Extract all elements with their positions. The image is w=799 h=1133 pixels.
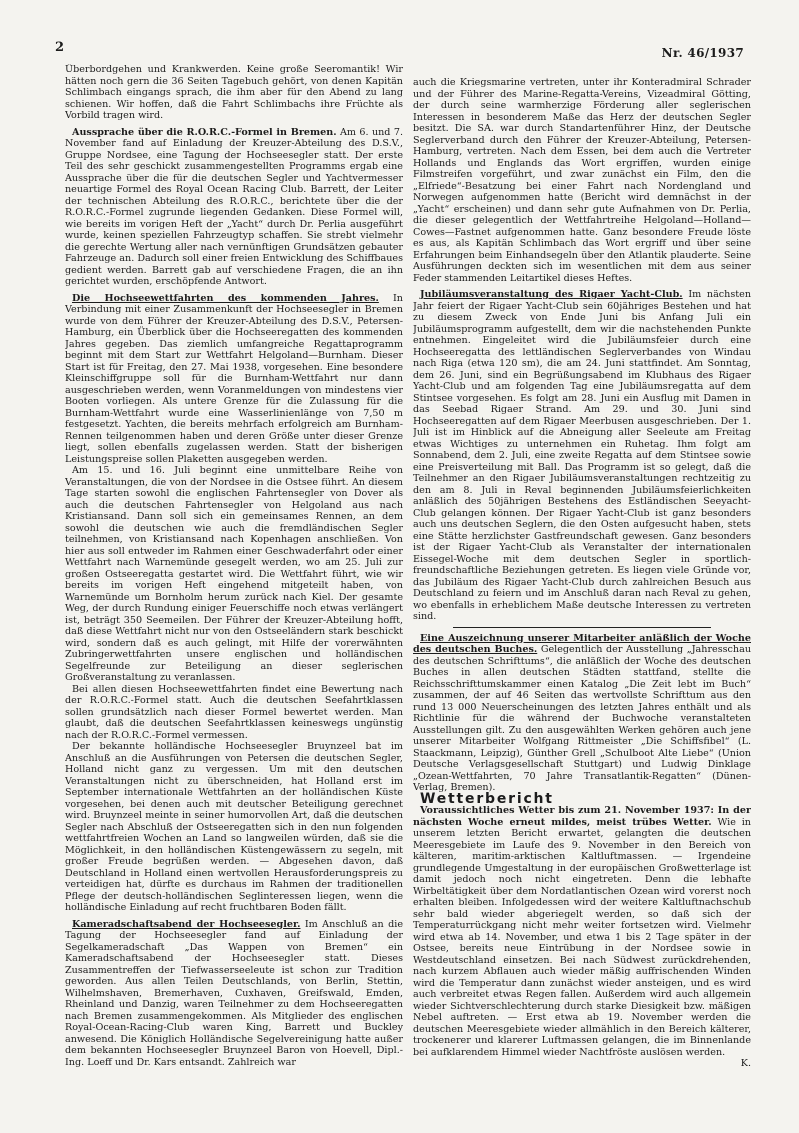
article-book-week-award [413, 633, 751, 794]
article-body: Gelegentlich der Ausstellung „Jahresschau des deutschen Schrifttums“, die anläßlich der Woche des deutschen Buches in allen deutschen Städten stattfand, stellte die Reichsschrifttumskammer einen Katalog „Die Zeit lebt im Buch“ zusammen, der auf 46 Seiten das wertvollste Schrifttum aus den rund 13 000 Neuerscheinungen des letzten Jahres enthält und als Richtlinie für die während der Buchwoche veranstalteten Ausstellungen gilt. Zu den ausgewählten Werken gehören auch jene unserer Mitarbeiter Wolfgang Rittmeister „Die Schiffsfibel“ (L. Staackmann, Leipzig), Günther Grell „Schulboot Alte Liebe“ (Union Deutsche Verlagsgesellschaft Stuttgart) und Ludwig Dinklage „Ozean-Wettfahrten, 70 Jahre Transatlantik-Regatten“ (Dünen-Verlag, Bremen). [413, 644, 751, 793]
paragraph: Am 15. und 16. Juli beginnt eine unmittelbare Reihe von Veranstaltungen, die von der Nordsee in die Ostsee führt. An diesem Tage starten sowohl die englischen Fahrtensegler von Dover als auch die deutschen Fahrtensegler von Helgoland aus nach Kristiansand. Dann soll sich ein gemeinsames Rennen, an dem sowohl die deutschen wie auch die fremdländischen Segler teilnehmen, von Kristiansand nach Kopenhagen anschließen. Von hier aus soll entweder im Rahmen einer Geschwaderfahrt oder einer Wettfahrt nach Warnemünde gesegelt werden, wo am 25. Juli zur großen Ostseeregatta gestartet wird. Die Wettfahrt führt, wie wir bereits im vorigen Heft eingehend mitgeteilt haben, von Warnemünde um Bornholm herum zurück nach Kiel. Der gesamte Weg, der durch Rundung einiger Feuerschiffe noch etwas verlängert ist, beträgt 350 Seemeilen. Der Führer der Kreuzer-Abteilung hofft, daß diese Wettfahrt nicht nur von den Ostseeländern stark beschickt wird, sondern daß es auch gelingt, mit Hilfe der vorerwähnten Zubringerwettfahrten unsere englischen und holländischen Segelfreunde zur Beteiligung an dieser seglerischen Großveranstaltung zu veranlassen. [65, 465, 403, 683]
left-column [65, 64, 403, 1114]
author-signature: K. [740, 1058, 751, 1069]
paragraph: Bei allen diesen Hochseewettfahrten findet eine Bewertung nach der R.O.R.C.-Formel statt. Auch die deutschen Seefahrtklassen sollen grundsätzlich nach dieser Formel bewertet werden. Man glaubt, daß die deutschen Seefahrtklassen keineswegs ungünstig nach der R.O.R.C.-Formel vermessen. [65, 683, 403, 741]
right-column [413, 77, 751, 1127]
article-heading: Jubiläumsveranstaltung des Rigaer Yacht-Club. [420, 289, 683, 300]
article-heading: Aussprache über die R.O.R.C.-Formel in Bremen. [72, 126, 337, 138]
issue-number: Nr. 46/1937 [661, 46, 744, 60]
article-body: Im nächsten Jahr feiert der Rigaer Yacht-Club sein 60jähriges Bestehen und hat zu diesem Zweck von Ende Juni bis Anfang Juli ein Jubiläumsprogramm aufgestellt, dem wir die nachstehenden Punkte entnehmen. Eingeleitet wird die Jubiläumsfeier durch eine Hochseeregatta des lettländischen Seglerverbandes von Windau nach Riga (etwa 120 sm), die am 24. Juni stattfindet. Am Sonntag, dem 26. Juni, sind ein Begrüßungsabend im Klubhaus des Rigaer Yacht-Club und am folgenden Tag eine Jubiläumsregatta auf dem Stintsee vorgesehen. Es folgt am 28. Juni ein Ausflug mit Damen in das Seebad Rigaer Strand. Am 29. und 30. Juni sind Hochseeregatten auf dem Rigaer Meerbusen ausgeschrieben. Der 1. Juli ist im Hinblick auf die Abneigung aller Seeleute am Freitag etwas Wichtiges zu unternehmen ein Ruhetag. Ihm folgt am Sonnabend, dem 2. Juli, eine zweite Regatta auf dem Stintsee sowie eine Preisverteilung mit Ball. Das Programm ist so gelegt, daß die Teilnehmer an den Rigaer Jubiläumsveranstaltungen rechtzeitig zu den am 8. Juli in Reval beginnenden Jubiläumsfeierlichkeiten anläßlich des 50jährigen Bestehens des Estländischen Seeyacht-Club gelangen können. Der Rigaer Yacht-Club ist ganz besonders auch uns deutschen Seglern, die den Osten aufgesucht haben, stets eine Stätte herzlichster Gastfreundschaft gewesen. Ganz besonders ist der Rigaer Yacht-Club als Veranstalter der internationalen Eissegel-Woche mit dem deutschen Segler in sportlich-freundschaftliche Beziehungen getreten. Es liegen viele Gründe vor, das Jubiläum des Rigaer Yacht-Club durch zahlreichen Besuch aus Deutschland zu feiern und im Anschluß daran nach Reval zu gehen, wo ebenfalls in erheblichem Maße deutsche Interessen zu vertreten sind. [413, 289, 751, 622]
article-body: In Verbindung mit einer Zusammenkunft der Hochseesegler in Bremen wurde von dem Führer der Kreuzer-Abteilung des D.S.V., Petersen-Hamburg, ein Überblick über die Hochseeregatten des kommenden Jahres gegeben. Das ziemlich umfangreiche Regattaprogramm beginnt mit dem Start zur Wettfahrt Helgoland—Burnham. Dieser Start ist für Freitag, den 27. Mai 1938, vorgesehen. Eine besondere Kleinschiffgruppe soll für die Burnham-Wettfahrt nur dann ausgeschrieben werden, wenn Voranmeldungen von mindestens vier Booten vorliegen. Als untere Grenze für die Zulassung für die Burnham-Wettfahrt wurde eine Wasserlinienlänge von 7,50 m festgesetzt. Yachten, die bereits mehrfach erfolgreich am Burnham-Rennen teilgenommen haben und deren Größe unter dieser Grenze liegt, sollen ebenfalls zugelassen werden. Statt der bisherigen Leistungspreise sollen Plaketten ausgegeben werden. [65, 292, 403, 465]
weather-report-title: Wetterbericht [420, 790, 554, 807]
weather-report [413, 805, 751, 1058]
paragraph-continued: auch die Kriegsmarine vertreten, unter ihr Konteradmiral Schrader und der Führer des Marine-Regatta-Vereins, Vizeadmiral Götting, der durch seine warmherzige Förderung aller seglerischen Interessen in besonderem Maße das Herz der deutschen Segler besitzt. Die SA. war durch Standartenführer Hinz, der Deutsche Seglerverband durch den Führer der Kreuzer-Abteilung, Petersen-Hamburg, vertreten. Nach dem Essen, bei dem auch die Vertreter Hollands und Englands das Wort ergriffen, wurden einige Filmstreifen vorgeführt, und zwar zunächst ein Film, den die „Elfriede“-Besatzung bei einer Fahrt nach Nordengland und Norwegen aufgenommen hatte (Bericht wird demnächst in der „Yacht“ erscheinen) und dann sehr gute Aufnahmen von Dr. Perlia, die dieser gelegentlich der Wettfahrtreihe Helgoland—Holland—Cowes—Fastnet aufgenommen hatte. Ganz besondere Freude löste es aus, als Kapitän Schlimbach das Wort ergriff und über seine Erfahrungen beim Einhandsegeln über den Atlantik plauderte. Seine Ausführungen deckten sich im wesentlichen mit dem aus seiner Feder stammenden Leitartikel dieses Heftes. [413, 77, 751, 284]
weather-body: Wie in unserem letzten Bericht erwartet, gelangten die deutschen Meeresgebiete im Laufe des 9. November in den Bereich von kälteren, maritim-arktischen Kaltluftmassen. — Irgendeine grundlegende Umgestaltung in der europäischen Großwetterlage ist damit jedoch noch nicht eingetreten. Denn die lebhafte Wirbeltätigkeit über dem Nordatlantischen Ozean wird vorerst noch erhalten bleiben. Infolgedessen wird der weitere Kaltluftnachschub sehr bald wieder abgeriegelt werden, so daß sich der Temperaturrückgang nicht mehr weiter fortsetzen wird. Vielmehr wird etwa ab 14. November, und etwa 1 bis 2 Tage später in der Ostsee, bereits neue Eintrübung in der Nordsee sowie in Westdeutschland einsetzen. Bei nach Südwest zurückdrehenden, nach kurzem Abflauen auch wieder mäßig auffrischenden Winden wird die Temperatur dann zunächst wieder ansteigen, und es wird auch verbreitet etwas Regen fallen. Außerdem wird auch allgemein wieder Sichtverschlechterung durch starke Diesigkeit bzw. mäßigen Nebel auftreten. — Erst etwa ab 19. November werden die deutschen Meeresgebiete wieder allmählich in den Bereich kälterer, trockenerer und klarerer Luftmassen gelangen, die im Binnenlande bei aufklarendem Himmel wieder Nachtfröste auslösen werden. [413, 816, 751, 1058]
article-body: Am 6. und 7. November fand auf Einladung der Kreuzer-Abteilung des D.S.V., Gruppe Nordsee, eine Tagung der Hochseesegler statt. Der erste Teil des sehr geschickt zusammengestellten Programms ergab eine Aussprache über die für die deutschen Segler und Yachtvermesser neuartige Formel des Royal Ocean Racing Club. Barrett, der Leiter der technischen Abteilung des R.O.R.C., berichtete über die der R.O.R.C.-Formel zugrunde liegenden Gedanken. Diese Formel will, wie bereits im vorigen Heft der „Yacht“ durch Dr. Perlia ausgeführt wurde, keinen speziellen Fahrzeugtyp schaffen. Sie strebt vielmehr die gerechte Wertung aller nach vernünftigen Grundsätzen gebauter Fahrzeuge an. Dadurch soll einer freien Entwicklung des Schiffbaues gedient werden. Barrett gab auf verschiedene Fragen, die an ihn gerichtet wurden, erschöpfende Antwort. [65, 126, 403, 287]
paragraph-intro: Überbordgehen und Krankwerden. Keine große Seeromantik! Wir hätten noch gern die 36 Seiten Tagebuch gehört, von denen Kapitän Schlimbach eingangs sprach, die ihm aber für den Abend zu lang schienen. Wir hoffen, daß die Fahrt Schlimbachs ihre Früchte als Vorbild tragen wird. [65, 64, 403, 121]
article-ocean-races [65, 293, 403, 466]
weather-heading: Voraussichtliches Wetter bis zum 21. November 1937: In der nächsten Woche erneut mildes, meist trübes Wetter. [413, 805, 751, 828]
article-body: Im Anschluß an die Tagung der Hochseesegler fand auf Einladung der Segelkameradschaft „Das Wappen von Bremen“ ein Kameradschaftsabend der Hochseesegler statt. Dieses Zusammentreffen der Tiefwasserseeleute ist schon zur Tradition geworden. Aus allen Teilen Deutschlands, von Berlin, Stettin, Wilhelmshaven, Bremerhaven, Cuxhaven, Greifswald, Emden, Rheinland und Danzig, waren Teilnehmer zu dem Hochseeregatten nach Bremen zusammengekommen. Als Mitglieder des englischen Royal-Ocean-Racing-Club waren King, Barrett und Buckley anwesend. Die Königlich Holländische Segelvereinigung hatte außer dem bekannten Hochseesegler Bruynzeel Baron von Hoevell, Dipl.-Ing. Loeff und Dr. Kars entsandt. Zahlreich war [65, 918, 403, 1068]
article-rorc-formula [65, 127, 403, 288]
article-heading: Kameradschaftsabend der Hochseesegler. [72, 918, 301, 930]
paragraph: Der bekannte holländische Hochseesegler Bruynzeel bat im Anschluß an die Ausführungen von Petersen die deutschen Segler, Holland nicht ganz zu vergessen. Um mit den deutschen Veranstaltungen nicht zu überschneiden, hat Holland erst im September internationale Wettfahrten an der holländischen Küste vorgesehen, bei denen auch mit deutscher Beteiligung gerechnet wird. Bruynzeel meinte in seiner humorvollen Art, daß die deutschen Segler nach Abschluß der Ostseeregatten sich in den nun folgenden wettfahrtfreien Wochen an Land so langweilen würden, daß sie die Möglichkeit, in den holländischen Küstengewässern zu segeln, mit großer Freude begrüßen werden. — Abgesehen davon, daß Deutschland in Holland einen wertvollen Herausforderungspreis zu verteidigen hat, dürfte es durchaus im Rahmen der traditionellen Pflege der deutsch-holländischen Seglinteressen liegen, wenn die holländische Einladung auf recht fruchtbaren Boden fällt. [65, 741, 403, 913]
page-number: 2 [55, 40, 65, 55]
article-heading: Eine Auszeichnung unserer Mitarbeiter anläßlich der Woche des deutschen Buches. [413, 632, 751, 655]
article-riga-jubilee [413, 289, 751, 623]
divider [453, 627, 711, 628]
article-heading: Die Hochseewettfahrten des kommenden Jahres. [72, 292, 379, 304]
article-comradeship-evening [65, 919, 403, 1069]
